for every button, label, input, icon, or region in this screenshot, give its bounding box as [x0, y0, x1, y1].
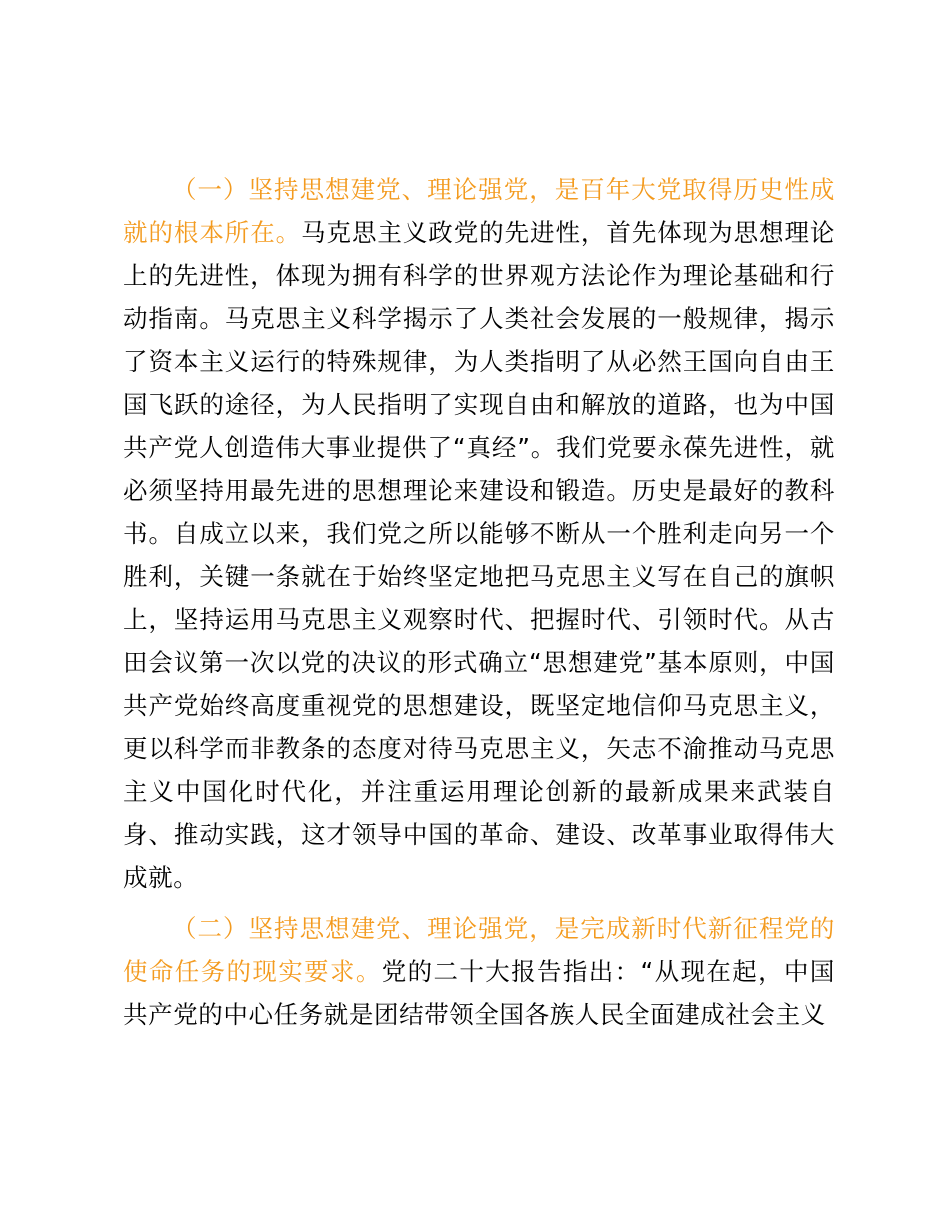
paragraph-1-heading: （一）坚持思想建党、理论强党，是百年大党取得历史性成就的根本所在。: [123, 175, 835, 247]
document-body: [123, 168, 835, 1044]
paragraph-2-body: 党的二十大报告指出：“从现在起，中国共产党的中心任务就是团结带领全国各族人民全面建成社会主义: [123, 957, 835, 1029]
paragraph-1-body: 马克思主义政党的先进性，首先体现为思想理论上的先进性，体现为拥有科学的世界观方法论作为理论基础和行动指南。马克思主义科学揭示了人类社会发展的一般规律，揭示了资本主义运行的特殊规律，为人类指明了从必然王国向自由王国飞跃的途径，为人民指明了实现自由和解放的道路，也为中国共产党人创造伟大事业提供了“真经”。我们党要永葆先进性，就必须坚持用最先进的思想理论来建设和锻造。历史是最好的教科书。自成立以来，我们党之所以能够不断从一个胜利走向另一个胜利，关键一条就在于始终坚定地把马克思主义写在自己的旗帜上，坚持运用马克思主义观察时代、把握时代、引领时代。从古田会议第一次以党的决议的形式确立“思想建党”基本原则，中国共产党始终高度重视党的思想建设，既坚定地信仰马克思主义，更以科学而非教条的态度对待马克思主义，矢志不渝推动马克思主义中国化时代化，并注重运用理论创新的最新成果来武装自身、推动实践，这才领导中国的革命、建设、改革事业取得伟大成就。: [123, 218, 835, 892]
paragraph-2-heading: （二）坚持思想建党、理论强党，是完成新时代新征程党的使命任务的现实要求。: [123, 914, 835, 986]
paragraph-2: [123, 907, 835, 1036]
paragraph-1: [123, 168, 835, 899]
